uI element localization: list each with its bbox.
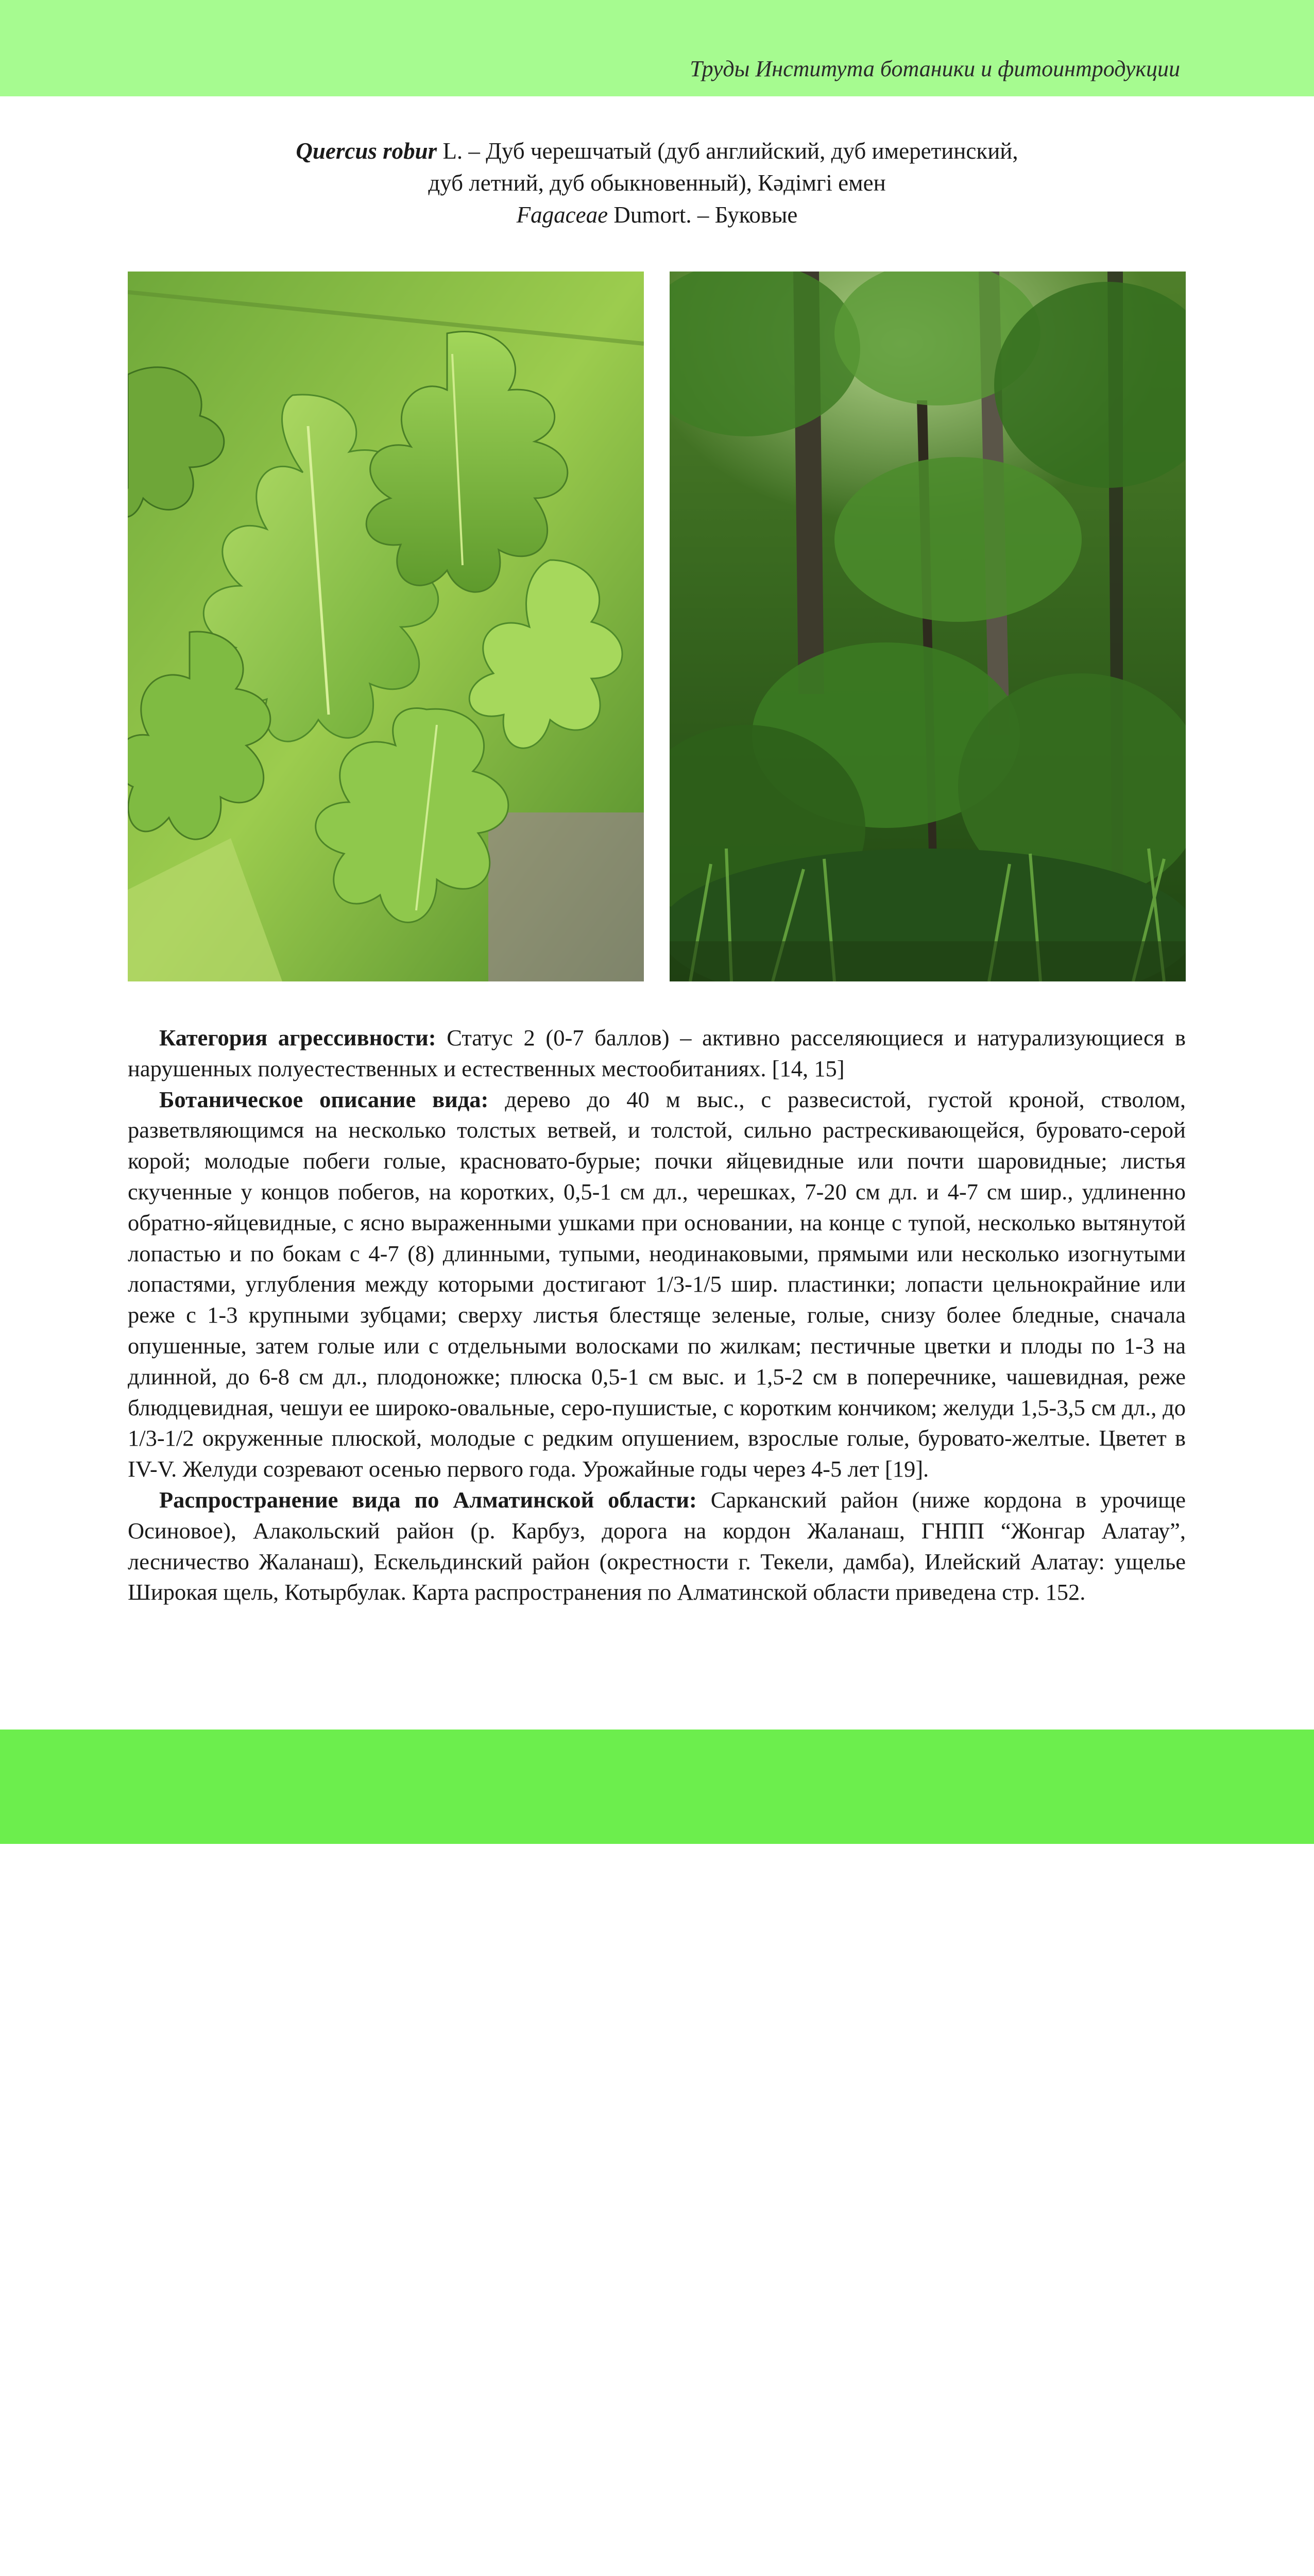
title-line-2: дуб летний, дуб обыкновенный), Кәдімгі емен bbox=[428, 170, 886, 196]
section-aggressiveness-label: Категория агрессивности: bbox=[159, 1025, 436, 1050]
section-botanical-description-text: дерево до 40 м выс., с развесистой, густой кроной, стволом, разветвляющимся на несколько толстых ветвей, и толстой, сильно растрескивающейся, буровато-серой корой; молодые побеги голые, красновато-бурые; почки яйцевидные или почти шаровидные; листья скученные у концов побегов, на коротких, 0,5-1 см дл., черешках, 7-20 см дл. и 4-7 см шир., удлиненно обратно-яйцевидные, с ясно выраженными ушками при основании, на конце с тупой, несколько вытянутой лопастью и по бокам с 4-7 (8) длинными, тупыми, неодинаковыми, прямыми или несколько изогнутыми лопастями, углубления между которыми достигают 1/3-1/5 шир. пластинки; лопасти цельнокрайние или реже с 1-3 крупными зубцами; сверху листья блестяще зеленые, голые, снизу более бледные, сначала опушенные, затем голые или с отдельными волосками по жилкам; пестичные цветки и плоды по 1-3 на длинной, до 6-8 см дл., плодоножке; плюска 0,5-1 см выс. и 1,5-2 см в поперечнике, чашевидная, реже блюдцевидная, чешуи ее широко-овальные, серо-пушистые, с коротким кончиком; желуди 1,5-3,5 см дл., до 1/3-1/2 окруженные плюской, молодые с редким опушением, взрослые голые, буровато-желтые. Цветет в IV-V. Желуди созревают осенью первого года. Урожайные годы через 4-5 лет [19]. bbox=[128, 1086, 1186, 1482]
section-distribution-text: Сарканский район (ниже кордона в урочище Осиновое), Алакольский район (р. Карбуз, дорога на кордон Жаланаш, ГНПП “Жонгар Алатау”, лесничество Жаланаш), Ескельдинский район (окрестности г. Текели, дамба), Илейский Алатау: ущелье Широкая щель, Котырбулак. Карта распространения по Алматинской области приведена стр. 152. bbox=[128, 1486, 1186, 1605]
title-line-1 bbox=[0, 135, 1314, 167]
title-line-3 bbox=[0, 199, 1314, 231]
section-distribution bbox=[128, 1485, 1186, 1608]
oak-sapling-forest-icon bbox=[670, 272, 1186, 981]
author-and-common-names: L. – Дуб черешчатый (дуб английский, дуб имеретинский, bbox=[437, 138, 1018, 164]
footer-band bbox=[0, 1730, 1314, 1844]
section-botanical-description bbox=[128, 1084, 1186, 1485]
oak-leaves-photo bbox=[128, 272, 644, 981]
section-aggressiveness bbox=[128, 1023, 1186, 1084]
family-rest: Dumort. – Буковые bbox=[608, 202, 798, 228]
header-band bbox=[0, 0, 1314, 96]
section-distribution-label: Распространение вида по Алматинской области: bbox=[159, 1486, 697, 1513]
family-latin: Fagaceae bbox=[516, 202, 608, 228]
oak-leaves-closeup-icon bbox=[128, 272, 644, 981]
section-aggressiveness-text: Статус 2 (0-7 баллов) – активно расселяющиеся и натурализующиеся в нарушенных полуестественных и естественных местообитаниях. [14, 15] bbox=[128, 1025, 1186, 1081]
oak-forest-photo bbox=[670, 272, 1186, 981]
latin-name: Quercus robur bbox=[296, 138, 437, 164]
species-title bbox=[0, 135, 1314, 231]
section-botanical-description-label: Ботаническое описание вида: bbox=[159, 1086, 489, 1112]
journal-title: Труды Института ботаники и фитоинтродукции bbox=[690, 56, 1180, 81]
species-description bbox=[128, 1023, 1186, 1608]
